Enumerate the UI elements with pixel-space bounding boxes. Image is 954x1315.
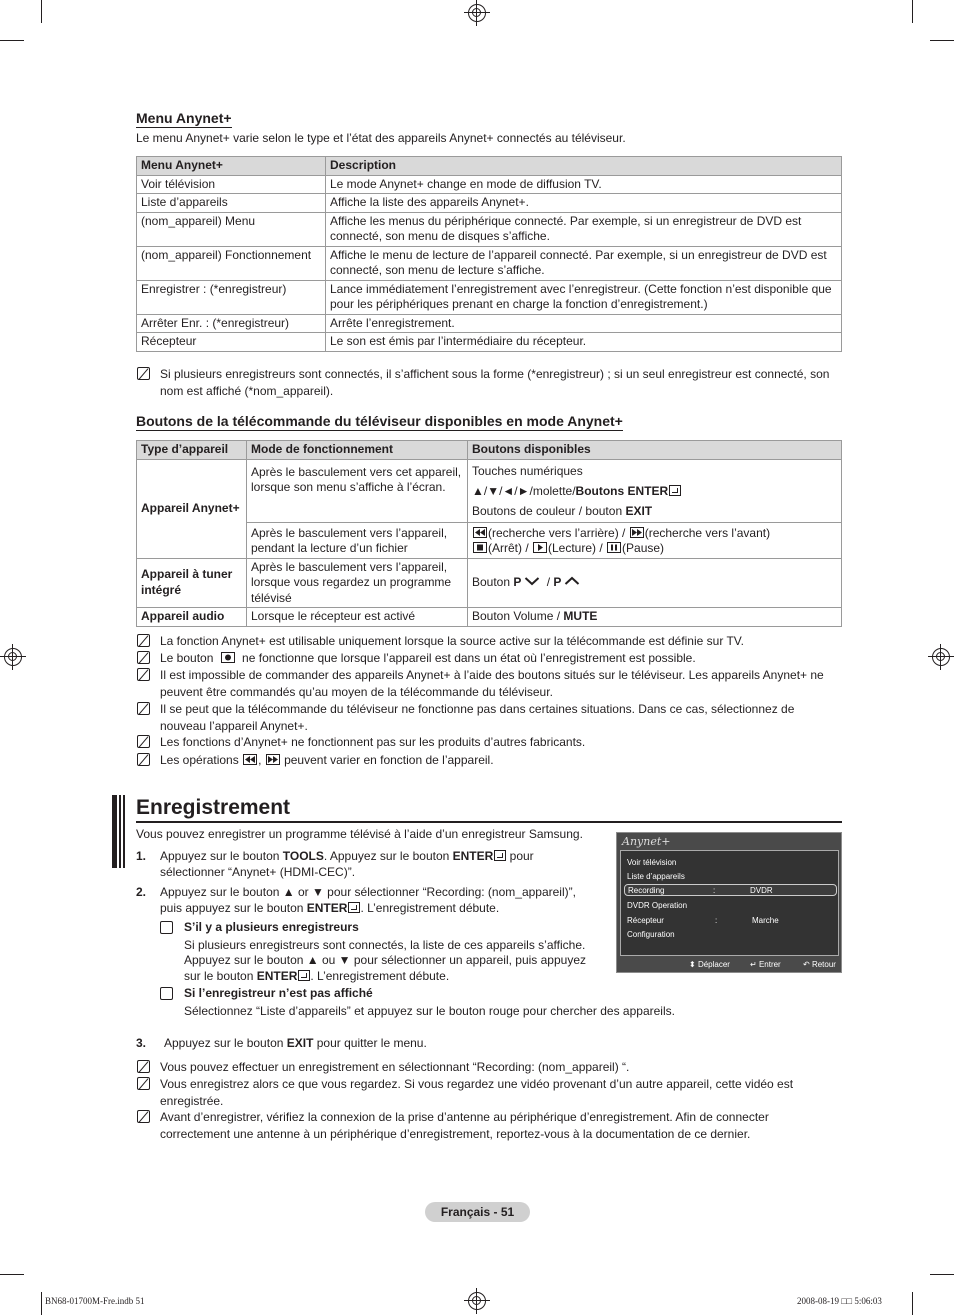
osd-menu-item[interactable] <box>627 857 837 869</box>
section-title: Enregistrement <box>136 796 291 819</box>
note-text: Avant d’enregistrer, vérifiez la connexion de la prise d’antenne au périphérique d’enregistrement. Afin de connecter correctement une antenne à un périphérique d’enregistrement, reportez-vous à la documentation de ce dernier. <box>160 1110 769 1141</box>
table-row <box>137 608 842 627</box>
note-text: Vous pouvez effectuer un enregistrement en sélectionnant “Recording: (nom_appareil) “. <box>160 1060 630 1074</box>
note-icon <box>137 1110 150 1123</box>
anynet-logo: Anynet+ <box>622 835 671 848</box>
note-icon <box>137 367 150 380</box>
table-row <box>137 175 842 194</box>
buttons-text: (recherche vers l’avant) <box>644 525 771 540</box>
chevron-up-icon <box>564 576 580 586</box>
buttons-text: Boutons de couleur / bouton <box>472 503 626 518</box>
note-icon <box>137 1077 150 1090</box>
step-2 <box>160 885 600 916</box>
note-text: peuvent varier en fonction de l’appareil. <box>280 753 494 767</box>
buttons-text <box>472 501 837 521</box>
buttons-text: ▲/▼/◄/►/molette/ <box>472 483 576 498</box>
table-row <box>137 194 842 213</box>
exit-label: EXIT <box>286 1036 314 1050</box>
menu-desc: Affiche le menu de lecture de l’appareil connecté. Par exemple, si un enregistreur de DVD est connecté, son menu de lecture s’affiche. <box>326 246 842 280</box>
note <box>137 1076 842 1109</box>
note <box>137 667 842 700</box>
note-icon <box>137 735 150 748</box>
note-icon <box>160 921 173 934</box>
note-text: Les fonctions d’Anynet+ ne fonctionnent pas sur les produits d’autres fabricants. <box>160 735 586 749</box>
anynet-menu-table <box>136 156 842 352</box>
note-icon <box>137 651 150 664</box>
available-buttons <box>468 608 842 627</box>
table-row <box>137 314 842 333</box>
anynet-osd-screenshot <box>616 832 842 973</box>
operation-mode: Après le basculement vers l’appareil, lorsque vous regardez un programme télévisé <box>247 558 468 608</box>
osd-item-value: Marche <box>752 916 779 925</box>
note-icon <box>160 987 173 1000</box>
table-header: Mode de fonctionnement <box>247 441 468 460</box>
buttons-text: Touches numériques <box>472 463 583 478</box>
menu-anynet-intro: Le menu Anynet+ varie selon le type et l’état des appareils Anynet+ connectés au téléviseur. <box>136 131 626 145</box>
subnote-text: Sélectionnez “Liste d’appareils” et appuyez sur le bouton rouge pour chercher des appareils. <box>184 1003 675 1018</box>
crop-mark <box>0 40 24 41</box>
note-icon <box>137 702 150 715</box>
registration-mark-icon <box>932 648 950 666</box>
step-text: Appuyez sur le bouton <box>160 849 283 863</box>
up-down-icon: ⬍ <box>689 960 696 969</box>
available-buttons <box>468 459 842 522</box>
enter-label: ENTER <box>452 849 494 863</box>
osd-footer-label: Déplacer <box>697 960 730 969</box>
registration-mark-icon <box>468 1292 486 1310</box>
operation-mode: Après le basculement vers cet appareil, lorsque son menu s’affiche à l’écran. <box>247 459 468 522</box>
table-row <box>137 212 842 246</box>
subnote-title: Si l’enregistreur n’est pas affiché <box>184 986 373 1000</box>
osd-menu-item-selected[interactable] <box>624 884 837 896</box>
available-buttons <box>468 522 842 558</box>
note-icon <box>137 668 150 681</box>
table-row <box>137 558 842 608</box>
step-text: . L’enregistrement débute. <box>360 900 500 915</box>
note-icon <box>137 1060 150 1073</box>
note <box>137 650 842 667</box>
table-row <box>137 280 842 314</box>
registration-mark-icon <box>4 648 22 666</box>
table-header: Menu Anynet+ <box>137 157 326 176</box>
osd-item-label: Configuration <box>627 930 675 939</box>
pause-icon <box>607 542 621 553</box>
menu-desc: Arrête l’enregistrement. <box>326 314 842 333</box>
osd-footer-move <box>689 960 730 969</box>
step-number: 1. <box>136 849 147 863</box>
return-icon: ↶ <box>803 960 810 969</box>
enter-icon <box>348 902 360 913</box>
recording-intro: Vous pouvez enregistrer un programme télévisé à l’aide d’un enregistreur Samsung. <box>136 827 583 841</box>
footer-timestamp: 2008-08-19 □□ 5:06:03 <box>797 1296 882 1306</box>
section-divider <box>136 821 842 823</box>
table-header: Boutons disponibles <box>468 441 842 460</box>
subnote-title: S’il y a plusieurs enregistreurs <box>184 920 359 934</box>
menu-desc: Lance immédiatement l’enregistrement avec l’enregistreur. (Cette fonction n’est disponible que pour les périphériques prenant en charge la fonction d’enregistrement.) <box>326 280 842 314</box>
osd-footer-back <box>803 960 836 969</box>
osd-footer-label: Entrer <box>758 960 781 969</box>
menu-item: (nom_appareil) Menu <box>137 212 326 246</box>
subnote-1 <box>160 920 600 984</box>
note-text: Si plusieurs enregistreurs sont connectés, il s’affichent sous la forme (*enregistreur) ; si un seul enregistreur est connecté, son nom est affiché (*nom_appareil). <box>160 367 830 398</box>
osd-item-label: Recording <box>628 886 665 895</box>
table-row <box>137 459 842 522</box>
note <box>137 701 842 734</box>
menu-desc: Affiche la liste des appareils Anynet+. <box>326 194 842 213</box>
enter-label: ENTER <box>256 968 298 983</box>
osd-item-colon: : <box>713 886 716 895</box>
subnote-text: . L’enregistrement débute. <box>310 968 450 983</box>
osd-item-label: Récepteur <box>627 916 664 925</box>
step-text: . Appuyez sur le bouton <box>323 849 453 863</box>
buttons-text <box>472 481 837 501</box>
osd-footer-enter <box>750 960 781 969</box>
rewind-icon <box>473 527 487 538</box>
enter-label: ENTER <box>306 900 348 915</box>
note <box>137 752 842 769</box>
mute-label: MUTE <box>563 609 598 623</box>
fast-forward-icon <box>630 527 644 538</box>
crop-mark <box>912 1292 913 1315</box>
osd-item-label: Voir télévision <box>627 858 677 867</box>
registration-mark-icon <box>468 4 486 22</box>
record-icon <box>221 652 235 663</box>
osd-item-label: Liste d’appareils <box>627 872 685 881</box>
note <box>137 633 842 650</box>
stop-icon <box>473 542 487 553</box>
note-icon <box>137 753 150 766</box>
buttons-text: / <box>543 575 554 589</box>
osd-menu-item[interactable] <box>627 929 837 941</box>
buttons-text: Bouton Volume / <box>472 609 564 623</box>
note-text: Les opérations <box>160 753 243 767</box>
step-number: 2. <box>136 885 147 899</box>
crop-mark <box>0 1274 24 1275</box>
crop-mark <box>41 1292 42 1315</box>
step-3 <box>164 1036 764 1052</box>
note <box>137 1109 842 1142</box>
note-text: Vous enregistrez alors ce que vous regardez. Si vous regardez une vidéo provenant d’un autre appareil, cette vidéo est enregistrée. <box>160 1077 794 1108</box>
menu-desc: Affiche les menus du périphérique connecté. Par exemple, si un enregistreur de DVD est connecté, son menu de disques s’affiche. <box>326 212 842 246</box>
device-type: Appareil Anynet+ <box>137 459 247 558</box>
buttons-text: Bouton <box>472 575 514 589</box>
section-marker <box>112 795 126 868</box>
page-number: Français - 51 <box>425 1202 530 1222</box>
enter-icon <box>669 485 681 496</box>
buttons-text: (Arrêt) / <box>488 541 532 555</box>
remote-buttons-table <box>136 440 842 627</box>
subnote-2 <box>160 986 842 1019</box>
crop-mark <box>41 0 42 23</box>
osd-footer-label: Retour <box>811 960 836 969</box>
osd-menu-item[interactable] <box>627 915 837 927</box>
rewind-icon <box>243 754 257 765</box>
table-row <box>137 333 842 352</box>
osd-item-label: DVDR Operation <box>627 901 688 910</box>
note-text: Il est impossible de commander des appareils Anynet+ à l’aide des boutons situés sur le téléviseur. Les appareils Anynet+ ne peuvent être commandés qu’au moyen de la télécommande du téléviseur. <box>160 668 824 699</box>
note <box>137 734 842 751</box>
operation-mode: Après le basculement vers l’appareil, pendant la lecture d’un fichier <box>247 522 468 558</box>
crop-mark <box>912 0 913 23</box>
remote-buttons-heading: Boutons de la télécommande du téléviseur disponibles en mode Anynet+ <box>136 413 623 429</box>
menu-item: Liste d’appareils <box>137 194 326 213</box>
step-text: pour quitter le menu. <box>313 1036 427 1050</box>
osd-menu <box>620 850 839 956</box>
step-number: 3. <box>136 1036 147 1050</box>
buttons-text: (Lecture) / <box>548 541 607 555</box>
footer-file-info: BN68-01700M-Fre.indb 51 <box>45 1296 145 1306</box>
menu-item: Enregistrer : (*enregistreur) <box>137 280 326 314</box>
buttons-text: (Pause) <box>622 541 665 555</box>
menu-item: Voir télévision <box>137 175 326 194</box>
step-text: Appuyez sur le bouton <box>164 1036 287 1050</box>
note <box>137 366 842 399</box>
tools-label: TOOLS <box>282 849 324 863</box>
menu-item: Arrêter Enr. : (*enregistreur) <box>137 314 326 333</box>
osd-menu-item[interactable] <box>627 871 837 883</box>
menu-desc: Le son est émis par l’intermédiaire du récepteur. <box>326 333 842 352</box>
menu-desc: Le mode Anynet+ change en mode de diffusion TV. <box>326 175 842 194</box>
device-type: Appareil audio <box>137 608 247 627</box>
table-row <box>137 246 842 280</box>
device-type: Appareil à tuner intégré <box>137 558 247 608</box>
p-label: P <box>553 575 562 589</box>
step-1 <box>160 849 600 880</box>
osd-item-value: DVDR <box>750 886 773 895</box>
subnote-text: Si plusieurs enregistreurs sont connectés, la liste de ces appareils s’affiche. Appuyez sur le bouton ▲ ou ▼ pour sélectionner un appareil, puis appuyez sur le bouton <box>184 937 587 983</box>
crop-mark <box>930 40 954 41</box>
fast-forward-icon <box>266 754 280 765</box>
note-text: ne fonctionne que lorsque l’appareil est dans un état où l’enregistrement est possible. <box>238 651 696 665</box>
menu-item: Récepteur <box>137 333 326 352</box>
table-header: Description <box>326 157 842 176</box>
note-text: , <box>258 753 265 767</box>
menu-anynet-heading: Menu Anynet+ <box>136 110 232 126</box>
chevron-down-icon <box>524 576 540 586</box>
step-text: Appuyez sur le bouton ▲ or ▼ pour sélectionner “Recording: (nom_appareil)”, puis appuyez sur le bouton <box>160 885 576 915</box>
enter-icon <box>494 850 506 861</box>
step-text: pour sélectionner “Anynet+ (HDMI-CEC)”. <box>160 849 534 879</box>
note-text: Le bouton <box>160 651 217 665</box>
enter-label: Boutons ENTER <box>575 483 669 498</box>
exit-label: EXIT <box>625 503 653 518</box>
osd-item-colon: : <box>715 916 718 925</box>
buttons-text: (recherche vers l’arrière) / <box>488 525 629 540</box>
osd-menu-item[interactable] <box>627 900 837 912</box>
table-header: Type d’appareil <box>137 441 247 460</box>
note-text: Il se peut que la télécommande du téléviseur ne fonctionne pas dans certaines situations. Dans ce cas, sélectionnez de nouveau l’appareil Anynet+. <box>160 702 795 733</box>
note <box>137 1059 842 1076</box>
crop-mark <box>930 1274 954 1275</box>
note-icon <box>137 634 150 647</box>
note-text: La fonction Anynet+ est utilisable uniquement lorsque la source active sur la télécommande est définie sur TV. <box>160 634 745 648</box>
operation-mode: Lorsque le récepteur est activé <box>247 608 468 627</box>
menu-item: (nom_appareil) Fonctionnement <box>137 246 326 280</box>
enter-icon: ↵ <box>750 960 757 969</box>
p-label: P <box>513 575 522 589</box>
enter-icon <box>298 970 310 981</box>
available-buttons <box>468 558 842 608</box>
play-icon <box>533 542 547 553</box>
